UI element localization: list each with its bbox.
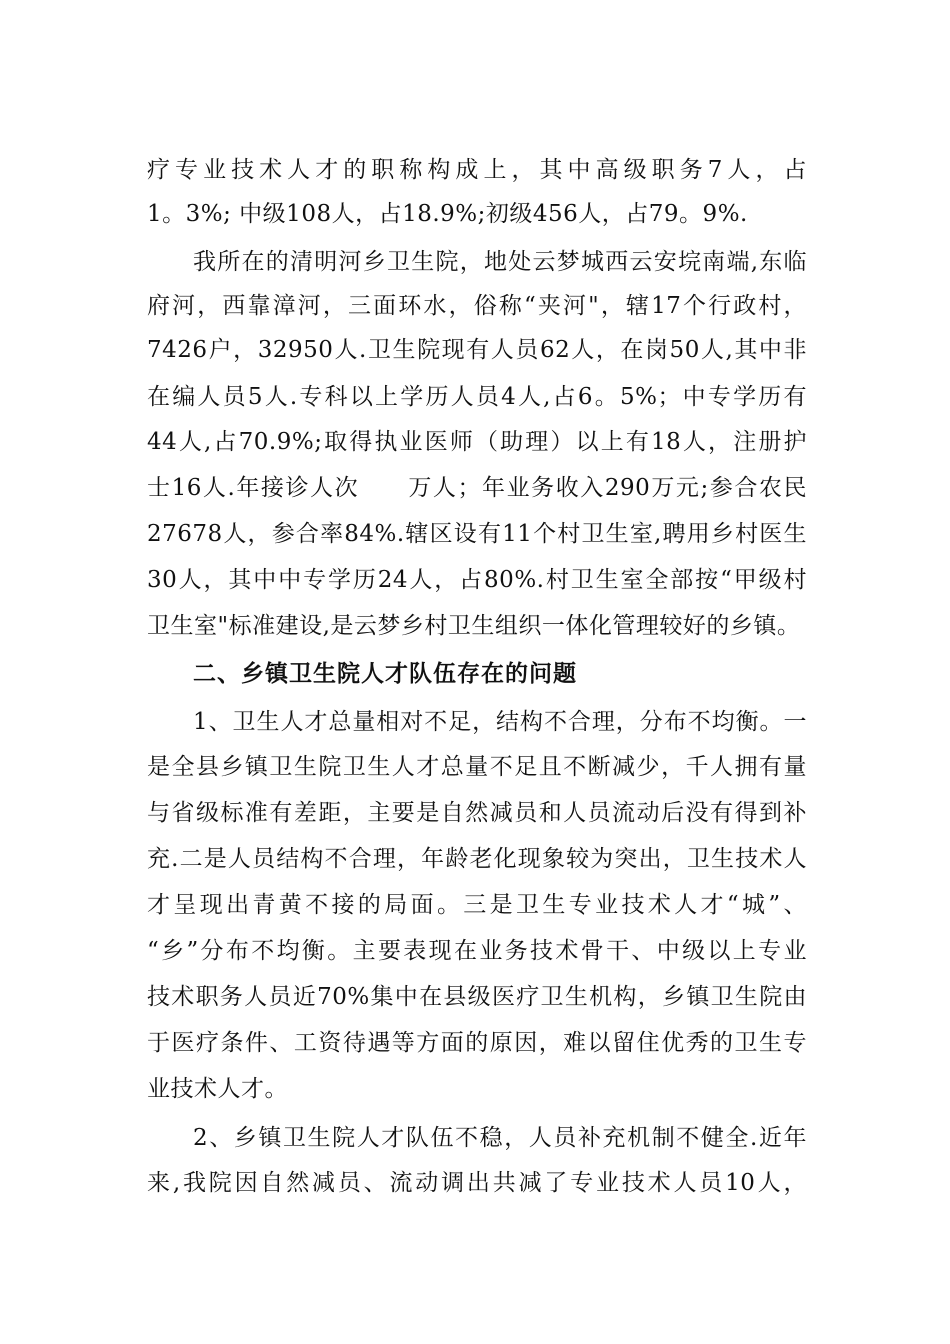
text-line: 在编人员5人.专科以上学历人员4人,占6。5%；中专学历有 [147,384,807,410]
text-line: 充.二是人员结构不合理，年龄老化现象较为突出，卫生技术人 [147,846,807,872]
text-line: 7426户，32950人.卫生院现有人员62人，在岗50人,其中非 [147,337,807,363]
text-line: 1。3%; 中级108人，占18.9%;初级456人，占79。9%. [147,201,748,227]
text-line: 是全县乡镇卫生院卫生人才总量不足且不断减少，千人拥有量 [147,754,807,780]
text-line: “乡”分布不均衡。主要表现在业务技术骨干、中级以上专业 [147,938,807,964]
text-line: 疗专业技术人才的职称构成上，其中高级职务7人，占 [147,157,807,183]
text-line: 1、卫生人才总量相对不足，结构不合理，分布不均衡。一 [193,709,807,735]
text-line: 我所在的清明河乡卫生院，地处云梦城西云安垸南端,东临 [193,249,807,275]
text-line: 与省级标准有差距，主要是自然减员和人员流动后没有得到补 [147,800,807,826]
text-line: 卫生室"标准建设,是云梦乡村卫生组织一体化管理较好的乡镇。 [147,613,801,639]
text-line: 来,我院因自然减员、流动调出共减了专业技术人员10人， [147,1170,807,1196]
text-line: 技术职务人员近70%集中在县级医疗卫生机构，乡镇卫生院由 [147,984,807,1010]
text-line: 于医疗条件、工资待遇等方面的原因，难以留住优秀的卫生专 [147,1030,807,1056]
text-line: 30人，其中中专学历24人，占80%.村卫生室全部按“甲级村 [147,567,807,593]
text-line: 2、乡镇卫生院人才队伍不稳，人员补充机制不健全.近年 [193,1125,807,1151]
text-line: 27678人，参合率84%.辖区设有11个村卫生室,聘用乡村医生 [147,521,807,547]
text-line: 业技术人才。 [147,1076,288,1102]
text-line: 44人,占70.9%;取得执业医师（助理）以上有18人，注册护 [147,429,807,455]
text-line: 士16人.年接诊人次 万人；年业务收入290万元;参合农民 [147,475,807,501]
text-line: 才呈现出青黄不接的局面。三是卫生专业技术人才“城”、 [147,892,807,918]
text-line: 府河，西靠漳河，三面环水，俗称“夹河"，辖17个行政村， [147,293,807,319]
section-heading: 二、乡镇卫生院人才队伍存在的问题 [193,661,577,687]
